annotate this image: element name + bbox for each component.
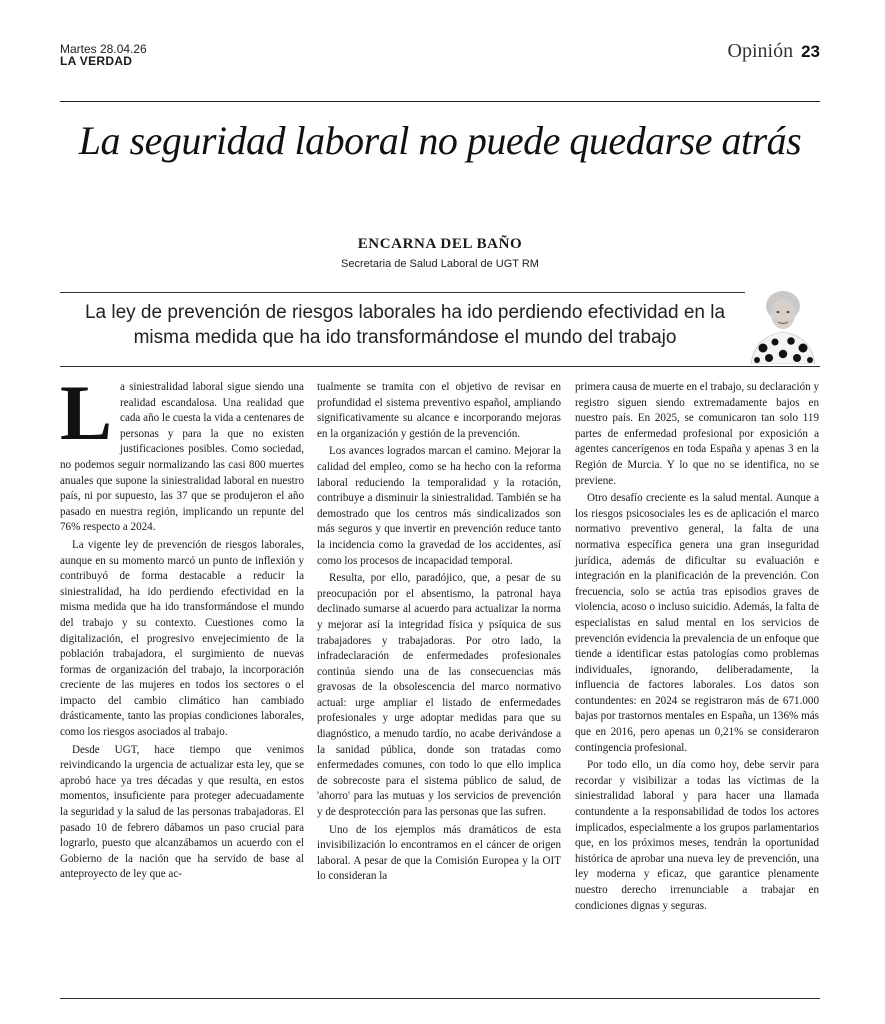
article-column-1 [60, 369, 304, 885]
author-role: Secretaria de Salud Laboral de UGT RM [341, 258, 539, 270]
drop-cap: L [60, 369, 113, 456]
paragraph: La vigente ley de prevención de riesgos laborales, aunque en su momento marcó un punto de inflexión y contribuyó de forma destacable a reducir la siniestralidad, ha ido perdiendo efectividad en la misma medida que ha ido transformándose el mundo del trabajo y su contexto. Cuestiones como la digitalización, el progresivo envejecimiento de la población trabajadora, el surgimiento de nuevas formas de organización del trabajo, la incorporación creciente de las mujeres en todos los sectores o el impacto del cambio climático han cambiado drásticamente, tanto las propias condiciones laborales, como los riesgos asociados al trabajo. [60, 538, 304, 739]
article-title: La seguridad laboral no puede quedarse atrás [78, 118, 802, 163]
paragraph: Otro desafío creciente es la salud mental. Aunque a los riesgos psicosociales les es de aplicación el marco normativo preventivo general, la falta de una normativa específica genera una gran inseguridad jurídica, además de dificultar su evaluación e integración en la planificación de la prevención. Con frecuencia, solo se actúa tras episodios graves de violencia, acoso o incluso suicidio. Además, la falta de especialistas en salud mental en los servicios de prevención evidencia la prevalencia de un enfoque que tiende a identificar estas patologías como problemas individuales, ignorando, deliberadamente, la influencia de factores laborales. Los datos son contundentes: en 2024 se registraron más de 671.000 bajas por trastornos mentales en España, un 136% más que en 2016, pero apenas un 0,21% se consideraron contingencia profesional. [575, 492, 819, 754]
subtitle-bottom-divider [60, 366, 820, 367]
paragraph: Resulta, por ello, paradójico, que, a pesar de su preocupación por el absentismo, la patronal haya declinado sumarse al acuerdo para actualizar la norma y mejorar así la integridad física y psíquica de sus trabajadores y trabajadoras. Por otro lado, la infradeclaración de enfermedades profesionales continúa siendo una de las consecuencias más gravosas de la obsolescencia del marco normativo actual: urge ampliar el listado de enfermedades profesionales y urge adoptar medidas para que su diagnóstico, a menudo tardío, no acabe derivándose a la sanidad pública, donde son tratadas como enfermedades comunes, con todo lo que ello implica de sobrecoste para el sistema público de salud, de 'ahorro' para las mutuas y los servicios de prevención y de desprotección para las personas que las sufren. [317, 572, 561, 819]
section-header [728, 40, 820, 63]
paragraph: primera causa de muerte en el trabajo, su declaración y registro siguen siendo extremadamente bajos en nuestro país. En 2025, se comunicaron tan solo 119 partes de enfermedad profesional por exposición a agentes cancerígenos en toda España y apenas 3 en la Región de Murcia. Y lo que no se identifica, no se previene. [575, 381, 819, 487]
article-subtitle: La ley de prevención de riesgos laborales ha ido perdiendo efectividad en la misma medida que ha ido transformándose el mundo del trabajo [84, 302, 726, 348]
paragraph: Desde UGT, hace tiempo que venimos reivindicando la urgencia de actualizar esta ley, que se aprobó hace ya tres décadas y que resulta, en estos momentos, insuficiente para proteger adecuadamente la seguridad y la salud de las personas trabajadoras. El pasado 10 de febrero dábamos un paso crucial para lograrlo, puesto que alcanzábamos un acuerdo con el Gobierno de la nación que ha servido de base al anteproyecto de ley que ac- [60, 743, 304, 881]
article-column-3 [575, 380, 819, 916]
paragraph: a siniestralidad laboral sigue siendo una realidad escandalosa. Una realidad que cada año le cuesta la vida a centenares de personas y para la que no existen justificaciones posibles. Como sociedad, no podemos seguir normalizando las casi 800 muertes anuales que supone la siniestralidad laboral en nuestro país, ni por supuesto, las 37 que se produjeron el año pasado en nuestra región, implicando un repunte del 76% respecto a 2024. [60, 381, 304, 534]
paragraph: Uno de los ejemplos más dramáticos de esta invisibilización lo encontramos en el cáncer de origen laboral. A pesar de que la Comisión Europea y la OIT lo consideran la [317, 823, 561, 883]
author-name: ENCARNA DEL BAÑO [357, 236, 523, 252]
page-number: 23 [801, 42, 820, 61]
subtitle-top-divider [60, 292, 820, 293]
paragraph: tualmente se tramita con el objetivo de revisar en profundidad el sistema preventivo español, ampliando significativamente su alcance e incorporando mejoras en la organización y gestión de la prevención. [317, 381, 561, 440]
publication-date: Martes 28.04.26 [60, 42, 147, 56]
section-name: Opinión [727, 40, 794, 62]
masthead [60, 36, 820, 102]
paragraph: Por todo ello, un día como hoy, debe servir para recordar y visibilizar a todas las víctimas de la siniestralidad laboral y para hacer una llamada contundente a la responsabilidad de todos los actores implicados, especialmente a los grupos parlamentarios que, en los próximos meses, tendrán la oportunidad histórica de aprobar una nueva ley de prevención, una ley moderna y eficaz, que garantice plenamente nuestro derecho irrenunciable a trabajar en condiciones dignas y seguras. [575, 759, 819, 912]
paragraph: Los avances logrados marcan el camino. Mejorar la calidad del empleo, como se ha hecho con la reforma laboral reduciendo la temporalidad y la rotación, contribuye a disminuir la siniestralidad. También se ha demostrado que los centros más sindicalizados son más seguros y que invertir en prevención reduce tanto la incidencia como la gravedad de los accidentes, así como los procesos de incapacidad temporal. [317, 445, 561, 567]
newspaper-name: LA VERDAD [60, 54, 133, 68]
top-divider [60, 101, 820, 102]
author-photo [745, 284, 820, 364]
bottom-divider [60, 998, 820, 999]
article-column-2 [317, 380, 561, 887]
